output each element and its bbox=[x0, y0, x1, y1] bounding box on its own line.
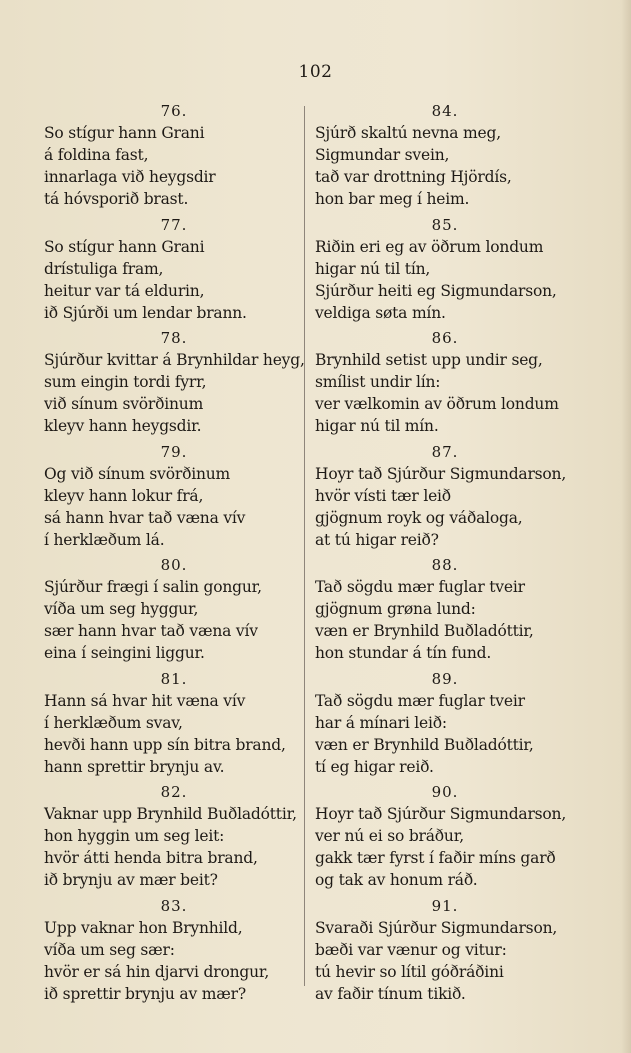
verse-line: ver vælkomin av öðrum londum bbox=[315, 395, 559, 413]
verse-line: hvör er sá hin djarvi drongur, bbox=[44, 962, 270, 981]
verse-line: Tað sögdu mær fuglar tveir bbox=[315, 691, 525, 710]
stanza-number: 81. bbox=[160, 669, 188, 688]
verse-line: hann sprettir brynju av. bbox=[44, 757, 225, 776]
verse-line: Og við sínum svörðinum bbox=[44, 464, 231, 483]
verse-line: hvör átti henda bitra brand, bbox=[44, 849, 258, 867]
verse-line: hon hyggin um seg leit: bbox=[44, 827, 225, 845]
stanza bbox=[315, 100, 575, 214]
verse-line: Svaraði Sjúrður Sigmundarson, bbox=[315, 918, 558, 937]
stanza bbox=[315, 781, 575, 895]
verse-line: gjögnum grøna lund: bbox=[315, 600, 476, 618]
verse-line: Hoyr tað Sjúrður Sigmundarson, bbox=[315, 805, 567, 823]
stanza bbox=[44, 781, 304, 895]
verse-line: Hann sá hvar hit væna vív bbox=[44, 691, 246, 710]
verse-line: at tú higar reið? bbox=[315, 530, 439, 549]
stanza-number: 76. bbox=[160, 102, 188, 120]
stanza-number: 88. bbox=[431, 556, 459, 574]
verse-line: Vaknar upp Brynhild Buðladóttir, bbox=[44, 805, 297, 823]
verse-line: væn er Brynhild Buðladóttir, bbox=[315, 735, 534, 754]
verse-line: kleyv hann lokur frá, bbox=[44, 486, 204, 505]
verse-line: av faðir tínum tikið. bbox=[315, 984, 466, 1003]
verse-line: innarlaga við heygsdir bbox=[44, 168, 216, 186]
verse-line: sum eingin tordi fyrr, bbox=[44, 373, 207, 391]
verse-line: hevði hann upp sín bitra brand, bbox=[44, 735, 286, 754]
verse-line: tað var drottning Hjördís, bbox=[315, 168, 512, 186]
verse-line: gakk tær fyrst í faðir míns garð bbox=[315, 849, 556, 867]
stanza bbox=[44, 668, 304, 782]
verse-line: higar nú til mín. bbox=[315, 417, 439, 435]
verse-line: ið Sjúrði um lendar brann. bbox=[44, 303, 247, 322]
stanza bbox=[44, 441, 304, 555]
stanza bbox=[44, 895, 304, 1009]
verse-line: ið sprettir brynju av mær? bbox=[44, 984, 246, 1003]
verse-line: drístuliga fram, bbox=[44, 259, 164, 278]
verse-line: víða um seg hyggur, bbox=[44, 600, 199, 618]
verse-line: á foldina fast, bbox=[44, 146, 149, 164]
stanza bbox=[315, 441, 575, 555]
stanza-number: 82. bbox=[160, 783, 188, 801]
verse-line: hon stundar á tín fund. bbox=[315, 644, 492, 662]
verse-line: tá hóvsporið brast. bbox=[44, 190, 189, 208]
verse-line: Riðin eri eg av öðrum londum bbox=[315, 237, 544, 256]
verse-line: Sigmundar svein, bbox=[315, 146, 450, 164]
stanza bbox=[315, 327, 575, 441]
verse-line: So stígur hann Grani bbox=[44, 237, 205, 256]
verse-line: við sínum svörðinum bbox=[44, 395, 204, 413]
stanza bbox=[315, 214, 575, 328]
verse-line: smílist undir lín: bbox=[315, 373, 441, 391]
verse-line: Tað sögdu mær fuglar tveir bbox=[315, 578, 525, 596]
stanza-number: 79. bbox=[160, 442, 188, 461]
verse-line: bæði var vænur og vitur: bbox=[315, 940, 507, 959]
verse-line: Brynhild setist upp undir seg, bbox=[315, 351, 543, 369]
stanza-number: 77. bbox=[160, 215, 188, 234]
verse-line: veldiga søta mín. bbox=[315, 303, 446, 322]
stanza bbox=[315, 668, 575, 782]
verse-line: væn er Brynhild Buðladóttir, bbox=[315, 622, 534, 640]
verse-line: sær hann hvar tað væna vív bbox=[44, 622, 258, 640]
stanza-number: 78. bbox=[160, 329, 188, 347]
verse-line: sá hann hvar tað væna vív bbox=[44, 508, 246, 527]
verse-line: Hoyr tað Sjúrður Sigmundarson, bbox=[315, 464, 567, 483]
verse-line: kleyv hann heygsdir. bbox=[44, 417, 202, 435]
verse-line: Sjúrður heiti eg Sigmundarson, bbox=[315, 281, 557, 300]
verse-line: ver nú ei so bráður, bbox=[315, 827, 464, 845]
stanza bbox=[44, 214, 304, 328]
verse-line: hvör vísti tær leið bbox=[315, 486, 451, 505]
stanza-number: 90. bbox=[431, 783, 459, 801]
verse-line: Sjúrður frægi í salin gongur, bbox=[44, 578, 262, 596]
verse-line: eina í seingini liggur. bbox=[44, 644, 205, 662]
left-column bbox=[44, 100, 304, 1008]
stanza-number: 84. bbox=[431, 102, 459, 120]
verse-line: ið brynju av mær beit? bbox=[44, 871, 218, 889]
page-edge bbox=[621, 0, 631, 1053]
verse-line: í herklæðum lá. bbox=[44, 530, 165, 549]
verse-line: tí eg higar reið. bbox=[315, 757, 434, 776]
stanza bbox=[44, 100, 304, 214]
stanza bbox=[44, 327, 304, 441]
stanza bbox=[44, 554, 304, 668]
verse-line: Upp vaknar hon Brynhild, bbox=[44, 918, 243, 937]
verse-line: heitur var tá eldurin, bbox=[44, 281, 205, 300]
stanza-number: 85. bbox=[431, 215, 459, 234]
page-number: 102 bbox=[298, 62, 333, 82]
stanza-number: 83. bbox=[160, 896, 188, 915]
stanza bbox=[315, 895, 575, 1009]
verse-line: higar nú til tín, bbox=[315, 259, 431, 278]
stanza-number: 80. bbox=[160, 556, 188, 574]
verse-line: har á mínari leið: bbox=[315, 713, 447, 732]
verse-line: víða um seg sær: bbox=[44, 940, 175, 959]
stanza bbox=[315, 554, 575, 668]
verse-line: Sjúrð skaltú nevna meg, bbox=[315, 124, 501, 142]
verse-line: tú hevir so lítil góðráðini bbox=[315, 962, 504, 981]
verse-line: So stígur hann Grani bbox=[44, 124, 205, 142]
verse-line: Sjúrður kvittar á Brynhildar heyg, bbox=[44, 351, 305, 369]
verse-line: hon bar meg í heim. bbox=[315, 190, 470, 208]
stanza-number: 86. bbox=[431, 329, 459, 347]
column-divider bbox=[304, 106, 305, 986]
right-column bbox=[315, 100, 575, 1008]
verse-line: og tak av honum ráð. bbox=[315, 871, 478, 889]
stanza-number: 87. bbox=[431, 442, 459, 461]
verse-line: gjögnum royk og váðaloga, bbox=[315, 508, 523, 527]
stanza-number: 91. bbox=[431, 896, 459, 915]
verse-line: í herklæðum svav, bbox=[44, 713, 183, 732]
stanza-number: 89. bbox=[431, 669, 459, 688]
